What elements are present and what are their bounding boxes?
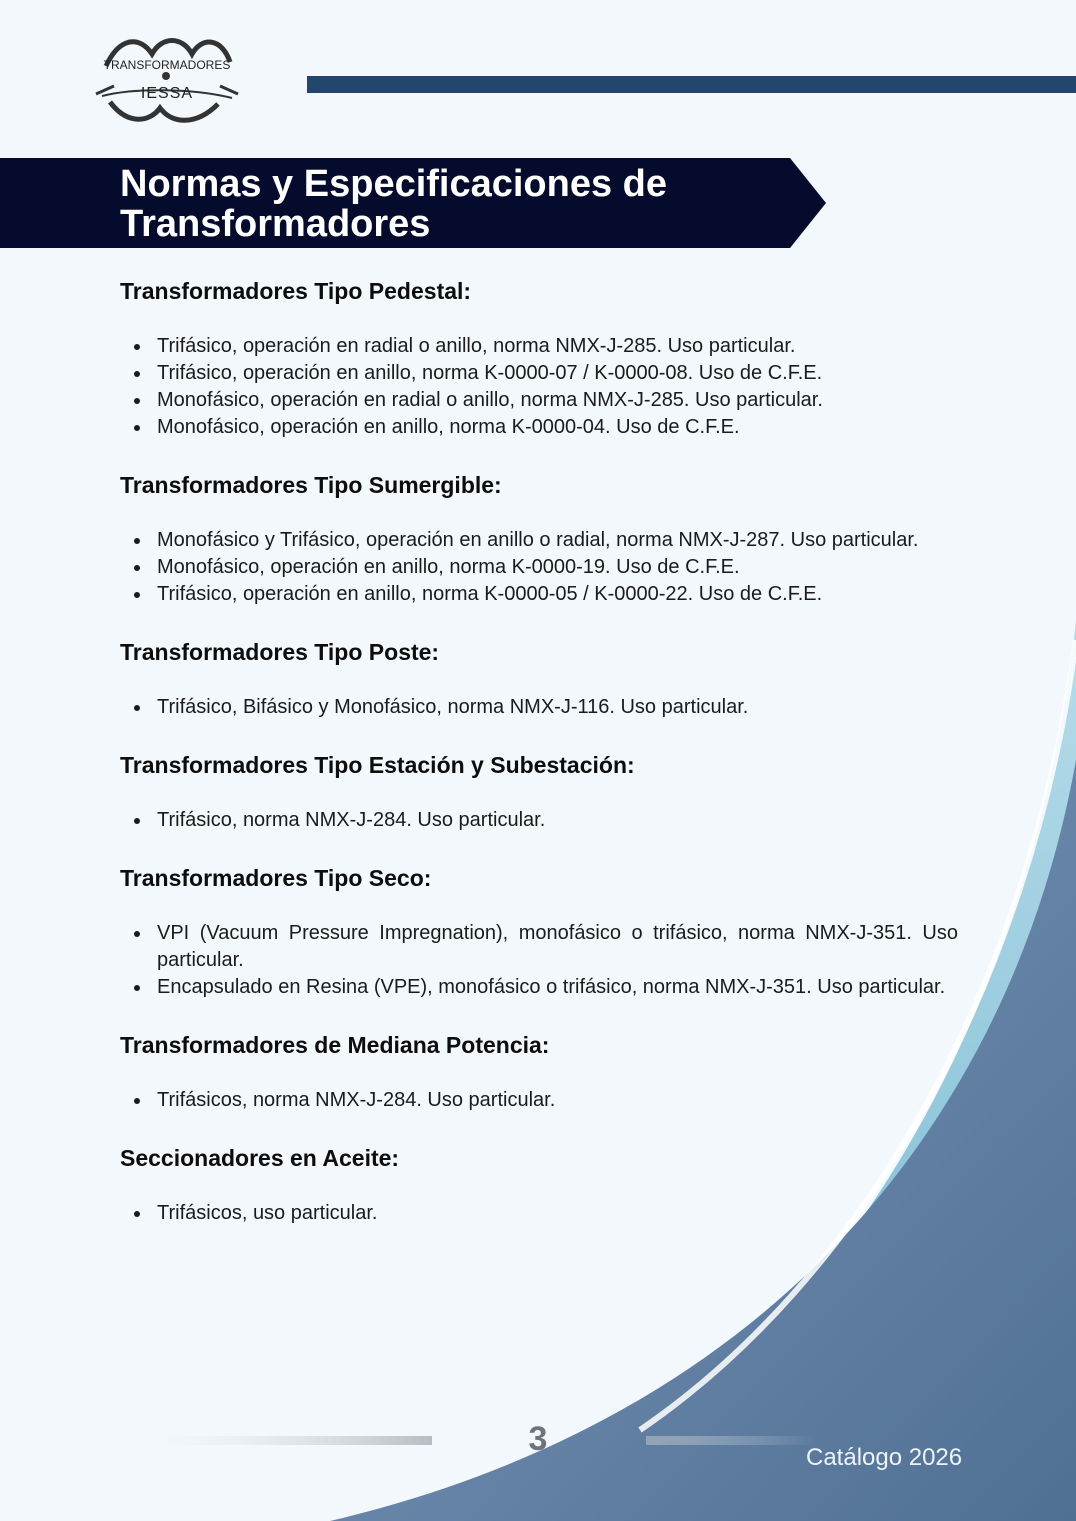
section-seccionadores — [120, 1142, 958, 1227]
bullet-list — [120, 807, 958, 834]
logo-text-name: IESSA — [140, 85, 194, 102]
page-title-line-1: Normas y Especificaciones de — [120, 163, 668, 205]
logo-swoosh-icon — [92, 34, 242, 126]
section-mediana-potencia — [120, 1029, 958, 1114]
company-logo — [92, 34, 242, 126]
section-sumergible — [120, 469, 958, 608]
list-item: Monofásico, operación en anillo, norma K-0000-04. Uso de C.F.E. — [157, 414, 958, 441]
section-heading: Transformadores Tipo Sumergible: — [120, 472, 502, 498]
page-number: 3 — [528, 1420, 548, 1458]
list-item: Trifásico, norma NMX-J-284. Uso particular. — [157, 807, 958, 834]
catalog-label: Catálogo 2026 — [806, 1444, 963, 1471]
list-item: Trifásico, Bifásico y Monofásico, norma NMX-J-116. Uso particular. — [157, 694, 958, 721]
list-item: Trifásico, operación en anillo, norma K-0000-05 / K-0000-22. Uso de C.F.E. — [157, 581, 958, 608]
section-poste — [120, 636, 958, 721]
list-item: Monofásico, operación en anillo, norma K-0000-19. Uso de C.F.E. — [157, 554, 958, 581]
section-heading: Transformadores Tipo Poste: — [120, 639, 440, 665]
list-item: Monofásico, operación en radial o anillo, norma NMX-J-285. Uso particular. — [157, 387, 958, 414]
content — [120, 275, 958, 1255]
list-item: VPI (Vacuum Pressure Impregnation), monofásico o trifásico, norma NMX-J-351. Uso particular. — [157, 920, 958, 974]
header-accent-bar — [307, 76, 1076, 93]
section-heading: Transformadores de Mediana Potencia: — [120, 1032, 550, 1058]
list-item: Trifásico, operación en anillo, norma K-0000-07 / K-0000-08. Uso de C.F.E. — [157, 360, 958, 387]
bullet-list — [120, 1200, 958, 1227]
section-seco — [120, 862, 958, 1001]
logo-text-brand: TRANSFORMADORES — [103, 58, 231, 72]
section-heading: Transformadores Tipo Seco: — [120, 865, 432, 891]
section-heading: Seccionadores en Aceite: — [120, 1145, 400, 1171]
footer-line-left — [120, 1436, 432, 1445]
list-item: Monofásico y Trifásico, operación en anillo o radial, norma NMX-J-287. Uso particular. — [157, 527, 958, 554]
list-item: Trifásicos, norma NMX-J-284. Uso particular. — [157, 1087, 958, 1114]
list-item: Encapsulado en Resina (VPE), monofásico o trifásico, norma NMX-J-351. Uso particular. — [157, 974, 958, 1001]
section-heading: Transformadores Tipo Pedestal: — [120, 278, 472, 304]
section-estacion — [120, 749, 958, 834]
page-title — [120, 164, 800, 244]
list-item: Trifásico, operación en radial o anillo, norma NMX-J-285. Uso particular. — [157, 333, 958, 360]
page-title-line-2: Transformadores — [120, 203, 431, 245]
bullet-list — [120, 1087, 958, 1114]
bullet-list — [120, 333, 958, 441]
bullet-list — [120, 527, 958, 608]
bullet-list — [120, 920, 958, 1001]
footer-line-right — [646, 1436, 816, 1445]
list-item: Trifásicos, uso particular. — [157, 1200, 958, 1227]
section-heading: Transformadores Tipo Estación y Subestación: — [120, 752, 635, 778]
section-pedestal — [120, 275, 958, 441]
bullet-list — [120, 694, 958, 721]
